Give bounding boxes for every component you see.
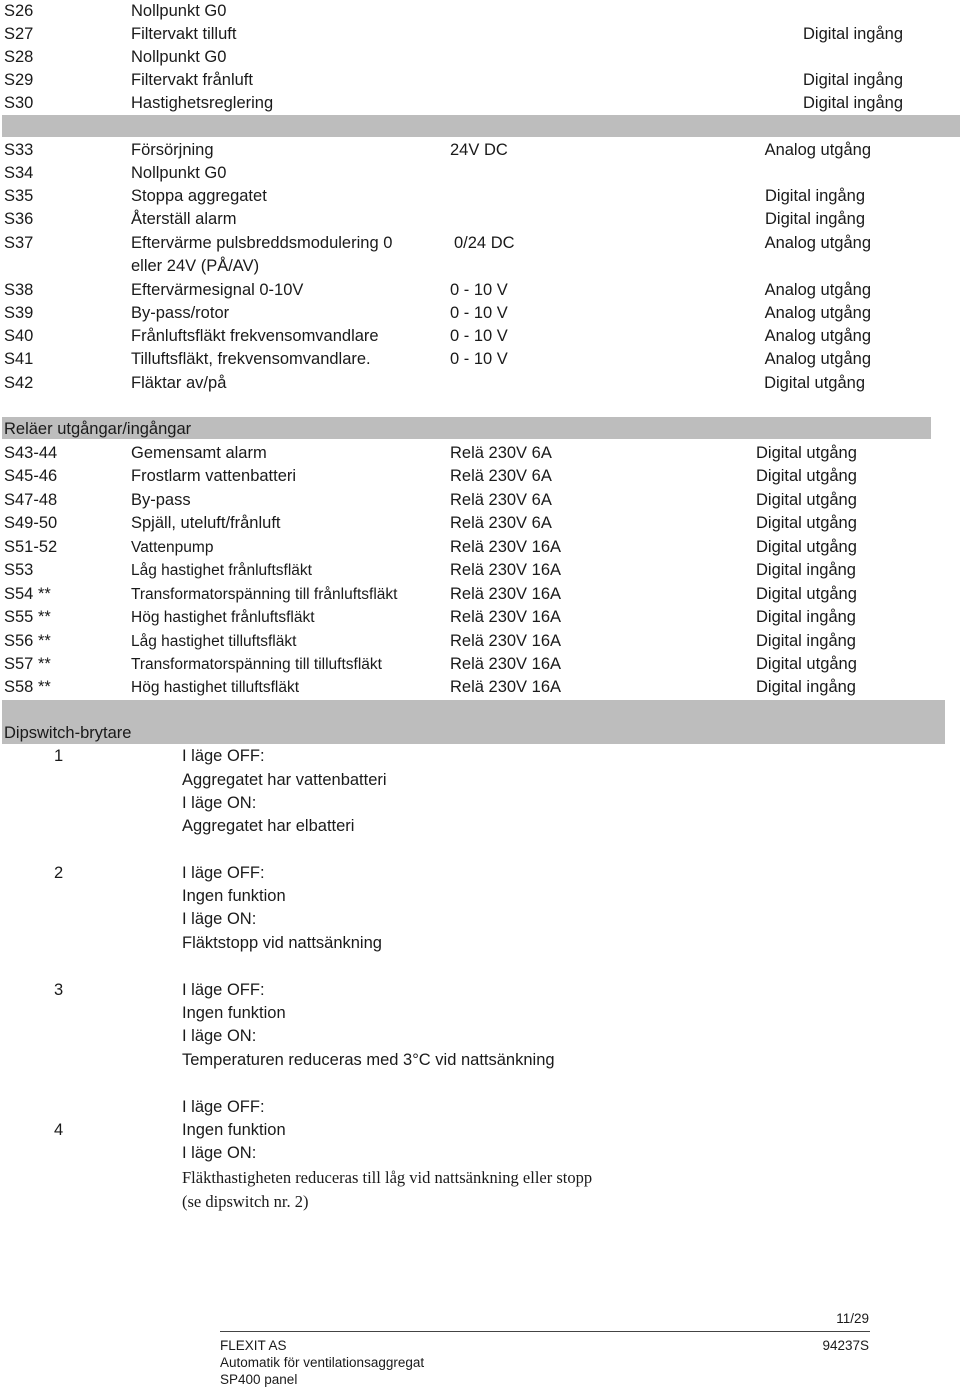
row-desc: Filtervakt frånluft — [131, 71, 253, 89]
dipswitch-line: I läge ON: — [182, 1027, 257, 1045]
row-S33 — [0, 139, 960, 162]
dipswitch-line: Fläktstopp vid nattsänkning — [182, 934, 382, 952]
relay-desc: Låg hastighet frånluftsfläkt — [131, 562, 312, 579]
relay-spec: Relä 230V 16A — [450, 678, 561, 696]
footer-product: SP400 panel — [220, 1372, 298, 1387]
relay-row — [0, 676, 960, 699]
relay-type: Digital ingång — [756, 678, 856, 696]
relay-desc: Gemensamt alarm — [131, 444, 267, 462]
row-type: Digital ingång — [803, 71, 903, 89]
row-S36 — [0, 208, 960, 231]
row-type: Analog utgång — [764, 141, 871, 159]
row-spec: 24V DC — [450, 141, 508, 159]
row-desc: Fläktar av/på — [131, 374, 227, 392]
relay-spec: Relä 230V 16A — [450, 585, 561, 603]
relay-type: Digital utgång — [756, 444, 857, 462]
row-spec: 0 - 10 V — [450, 304, 508, 322]
relay-code: S53 — [4, 561, 34, 579]
relay-row — [0, 489, 960, 512]
relay-type: Digital ingång — [756, 632, 856, 650]
dipswitch-line: I läge ON: — [182, 794, 257, 812]
row-desc: Nollpunkt G0 — [131, 48, 227, 66]
row-desc: By-pass/rotor — [131, 304, 230, 322]
relay-code: S57 ** — [4, 655, 51, 673]
dipswitch-line: Ingen funktion — [182, 1004, 286, 1022]
row-S30 — [0, 92, 960, 115]
dipswitch-line: Aggregatet har vattenbatteri — [182, 771, 387, 789]
dipswitch-number: 2 — [54, 864, 64, 882]
relay-spec: Relä 230V 6A — [450, 514, 552, 532]
row-code: S30 — [4, 94, 34, 112]
row-desc: Hastighetsreglering — [131, 94, 274, 112]
relay-spec: Relä 230V 16A — [450, 632, 561, 650]
dipswitch-line: Aggregatet har elbatteri — [182, 817, 355, 835]
row-spec: 0 - 10 V — [450, 281, 508, 299]
relay-row — [0, 512, 960, 535]
row-code: S39 — [4, 304, 34, 322]
row-desc: Återställ alarm — [131, 210, 237, 228]
dipswitch-line: I läge ON: — [182, 1144, 257, 1162]
row-desc: Frånluftsfläkt frekvensomvandlare — [131, 327, 379, 345]
row-type: Analog utgång — [764, 281, 871, 299]
relay-code: S51-52 — [4, 538, 58, 556]
relay-type: Digital utgång — [756, 514, 857, 532]
row-code: S27 — [4, 25, 34, 43]
row-desc: Nollpunkt G0 — [131, 2, 227, 20]
row-type: Digital ingång — [765, 187, 865, 205]
relay-row — [0, 583, 960, 606]
relay-spec: Relä 230V 6A — [450, 491, 552, 509]
row-S27 — [0, 23, 960, 46]
relay-type: Digital utgång — [756, 655, 857, 673]
dipswitch-line: I läge ON: — [182, 910, 257, 928]
relay-type: Digital utgång — [756, 538, 857, 556]
relay-code: S45-46 — [4, 467, 58, 485]
relay-row — [0, 536, 960, 559]
dipswitch-line: Ingen funktion — [182, 1121, 286, 1139]
row-S39 — [0, 302, 960, 325]
relay-type: Digital ingång — [756, 561, 856, 579]
row-type: Digital ingång — [803, 94, 903, 112]
row-type: Digital utgång — [764, 374, 865, 392]
relay-row — [0, 559, 960, 582]
dipswitch-number: 1 — [54, 747, 64, 765]
row-desc: Eftervärme pulsbreddsmodulering 0 — [131, 234, 393, 252]
footer-docnum: 94237S — [822, 1338, 869, 1353]
dipswitch-line: I läge OFF: — [182, 1098, 265, 1116]
row-type: Analog utgång — [764, 327, 871, 345]
relay-desc: Hög hastighet frånluftsfläkt — [131, 609, 315, 626]
row-type: Analog utgång — [764, 350, 871, 368]
row-S35 — [0, 185, 960, 208]
relay-code: S49-50 — [4, 514, 58, 532]
relay-type: Digital utgång — [756, 491, 857, 509]
relay-desc: Transformatorspänning till frånluftsfläkt — [131, 586, 398, 603]
relay-desc: Hög hastighet tilluftsfläkt — [131, 679, 300, 696]
row-S38 — [0, 279, 960, 302]
dipswitch-line: I läge OFF: — [182, 864, 265, 882]
relay-type: Digital utgång — [756, 585, 857, 603]
footer-company: FLEXIT AS — [220, 1338, 287, 1353]
row-code: S37 — [4, 234, 34, 252]
relay-code: S54 ** — [4, 585, 51, 603]
relay-row — [0, 606, 960, 629]
relay-spec: Relä 230V 16A — [450, 538, 561, 556]
relay-code: S47-48 — [4, 491, 58, 509]
relay-row — [0, 653, 960, 676]
row-desc: Försörjning — [131, 141, 214, 159]
row-S26 — [0, 0, 960, 23]
row-type: Analog utgång — [764, 304, 871, 322]
row-desc-continued: eller 24V (PÅ/AV) — [131, 257, 260, 275]
relay-desc: Transformatorspänning till tilluftsfläkt — [131, 656, 382, 673]
row-code: S35 — [4, 187, 34, 205]
dipswitch-line: I läge OFF: — [182, 981, 265, 999]
row-S28 — [0, 46, 960, 69]
dipswitch-header-band — [2, 700, 945, 744]
row-spec: 0/24 DC — [454, 234, 515, 252]
row-code: S41 — [4, 350, 34, 368]
dipswitch-line: (se dipswitch nr. 2) — [182, 1192, 309, 1211]
dipswitch-number: 3 — [54, 981, 64, 999]
row-code: S40 — [4, 327, 34, 345]
relays-section-title: Reläer utgångar/ingångar — [4, 420, 192, 438]
relay-spec: Relä 230V 6A — [450, 467, 552, 485]
row-type: Digital ingång — [803, 25, 903, 43]
relay-row — [0, 630, 960, 653]
row-desc: Filtervakt tilluft — [131, 25, 237, 43]
relay-row — [0, 442, 960, 465]
row-S42 — [0, 372, 960, 395]
relay-type: Digital ingång — [756, 608, 856, 626]
row-S40 — [0, 325, 960, 348]
row-S41 — [0, 348, 960, 371]
row-code: S33 — [4, 141, 34, 159]
row-code: S29 — [4, 71, 34, 89]
row-code: S36 — [4, 210, 34, 228]
row-desc: Nollpunkt G0 — [131, 164, 227, 182]
relay-desc: Frostlarm vattenbatteri — [131, 467, 297, 485]
relay-row — [0, 465, 960, 488]
relay-desc: By-pass — [131, 491, 191, 509]
row-code: S38 — [4, 281, 34, 299]
relay-code: S55 ** — [4, 608, 51, 626]
dipswitch-number: 4 — [54, 1121, 64, 1139]
row-desc: Eftervärmesignal 0-10V — [131, 281, 304, 299]
section-divider — [2, 115, 960, 137]
relay-code: S58 ** — [4, 678, 51, 696]
relay-code: S56 ** — [4, 632, 51, 650]
relay-spec: Relä 230V 16A — [450, 561, 561, 579]
row-type: Digital ingång — [765, 210, 865, 228]
relay-desc: Spjäll, uteluft/frånluft — [131, 514, 281, 532]
dipswitch-line: Ingen funktion — [182, 887, 286, 905]
row-S37 — [0, 232, 960, 255]
row-desc: Tilluftsfläkt, frekvensomvandlare. — [131, 350, 371, 368]
dipswitch-line: Temperaturen reduceras med 3°C vid nattsänkning — [182, 1051, 555, 1069]
dipswitch-line: Fläkthastigheten reduceras till låg vid nattsänkning eller stopp — [182, 1168, 593, 1187]
row-code: S26 — [4, 2, 34, 20]
relay-desc: Vattenpump — [131, 539, 214, 556]
relay-type: Digital utgång — [756, 467, 857, 485]
relay-spec: Relä 230V 6A — [450, 444, 552, 462]
row-desc: Stoppa aggregatet — [131, 187, 267, 205]
dipswitch-line: I läge OFF: — [182, 747, 265, 765]
relay-desc: Låg hastighet tilluftsfläkt — [131, 633, 297, 650]
row-S29 — [0, 69, 960, 92]
row-code: S28 — [4, 48, 34, 66]
row-type: Analog utgång — [764, 234, 871, 252]
footer-rule — [220, 1331, 870, 1332]
row-code: S42 — [4, 374, 34, 392]
relay-spec: Relä 230V 16A — [450, 655, 561, 673]
row-S37-continued — [0, 255, 960, 278]
row-spec: 0 - 10 V — [450, 327, 508, 345]
page-number: 11/29 — [836, 1311, 869, 1326]
dipswitch-section-title: Dipswitch-brytare — [4, 724, 132, 742]
row-S34 — [0, 162, 960, 185]
row-code: S34 — [4, 164, 34, 182]
row-spec: 0 - 10 V — [450, 350, 508, 368]
relay-code: S43-44 — [4, 444, 58, 462]
footer-subtitle: Automatik för ventilationsaggregat — [220, 1355, 425, 1370]
relay-spec: Relä 230V 16A — [450, 608, 561, 626]
